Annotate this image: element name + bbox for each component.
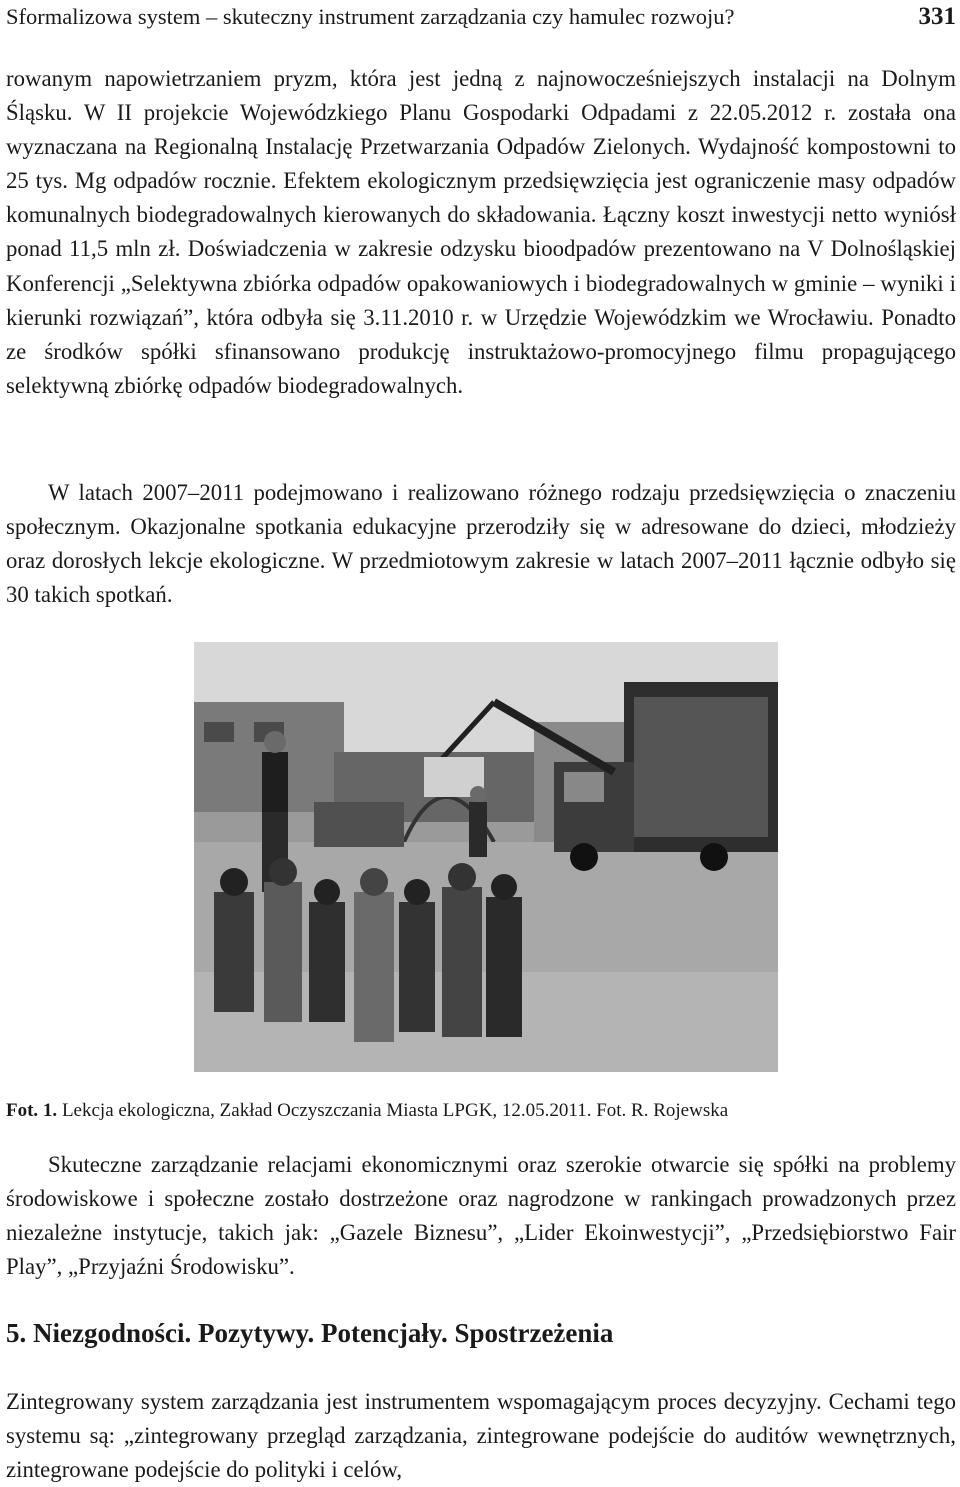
running-header	[6, 0, 956, 40]
photo-ecology-lesson	[194, 642, 778, 1072]
paragraph-social-projects: W latach 2007–2011 podejmowano i realizowano różnego rodzaju przedsięwzięcia o znaczeniu społecznym. Okazjonalne spotkania edukacyjne przerodziły się w adresowane do dzieci, młodzieży oraz dorosłych lekcje ekologiczne. W przedmiotowym zakresie w latach 2007–2011 łącznie odbyło się 30 takich spotkań.	[6, 480, 956, 608]
running-header-title: Sformalizowa system – skuteczny instrument zarządzania czy hamulec rozwoju?	[6, 4, 735, 29]
figure-caption-text: Lekcja ekologiczna, Zakład Oczyszczania Miasta LPGK, 12.05.2011. Fot. R. Rojewska	[61, 1100, 729, 1121]
document-page	[6, 0, 956, 1483]
paragraph-awards: Skuteczne zarządzanie relacjami ekonomicznymi oraz szerokie otwarcie się spółki na problemy środowiskowe i społeczne zostało dostrzeżone oraz nagrodzone w rankingach prowadzonych przez niezależne instytucje, takich jak: „Gazele Biznesu”, „Lider Ekoinwestycji”, „Przedsiębiorstwo Fair Play”, „Przyjaźni Środowisku”.	[6, 1152, 956, 1280]
paragraph-integrated-system: Zintegrowany system zarządzania jest instrumentem wspomagającym proces decyzyjny. Cechami tego systemu są: „zintegrowany przegląd zarządzania, zintegrowane podejście do auditów wewnętrznych, zintegrowane podejście do polityki i celów,	[6, 1389, 956, 1483]
paragraph-composting: rowanym napowietrzaniem pryzm, która jest jedną z najnowocześniejszych instalacji na Dolnym Śląsku. W II projekcie Wojewódzkiego Planu Gospodarki Odpadami z 22.05.2012 r. została ona wyznaczana na Regionalną Instalację Przetwarzania Odpadów Zielonych. Wydajność kompostowni to 25 tys. Mg odpadów rocznie. Efektem ekologicznym przedsięwzięcia jest ograniczenie masy odpadów komunalnych biodegradowalnych kierowanych do składowania. Łączny koszt inwestycji netto wyniósł ponad 11,5 mln zł. Doświadczenia w zakresie odzysku bioodpadów prezentowano na V Dolnośląskiej Konferencji „Selektywna zbiórka odpadów opakowaniowych i biodegradowalnych w gminie – wyniki i kierunki rozwiązań”, która odbyła się 3.11.2010 r. w Urzędzie Wojewódzkim we Wrocławiu. Ponadto ze środków spółki sfinansowano produkcję instruktażowo-promocyjnego filmu propagującego selektywną zbiórkę odpadów biodegradowalnych.	[6, 66, 956, 398]
section-heading: 5. Niezgodności. Pozytywy. Potencjały. Spostrzeżenia	[6, 1318, 614, 1348]
figure-caption	[6, 1098, 956, 1124]
figure-label: Fot. 1.	[6, 1100, 58, 1121]
page-number: 331	[918, 3, 956, 30]
